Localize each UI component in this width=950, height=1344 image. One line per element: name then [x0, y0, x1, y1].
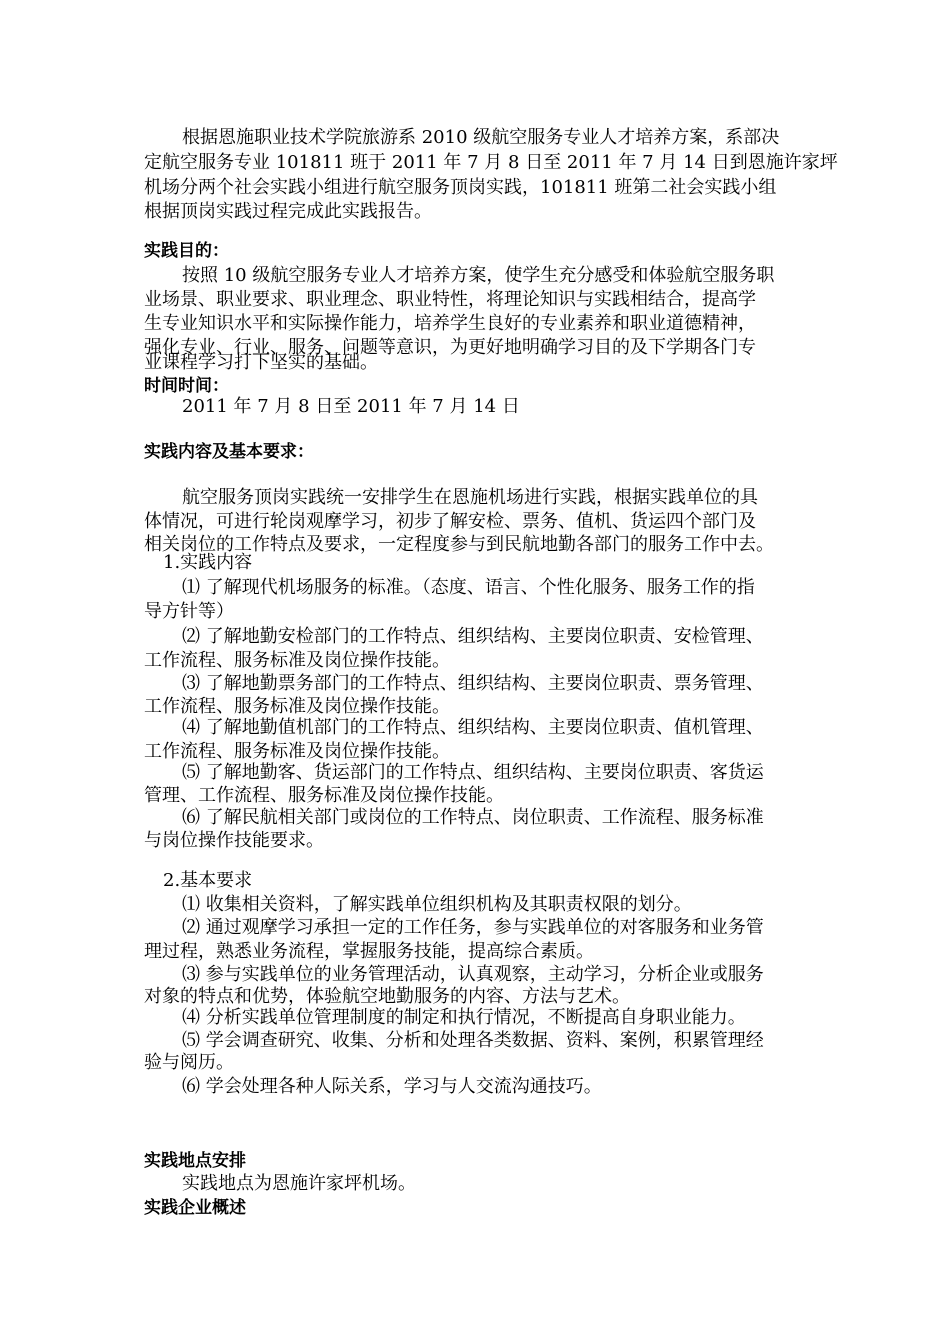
content-line: 相关岗位的工作特点及要求，一定程度参与到民航地勤各部门的服务工作中去。: [144, 534, 774, 555]
company-heading: 实践企业概述: [144, 1198, 246, 1218]
list-item: ⑸ 了解地勤客、货运部门的工作特点、组织结构、主要岗位职责、客货运: [182, 762, 764, 783]
list-item: 工作流程、服务标准及岗位操作技能。: [144, 650, 450, 671]
list-item: ⑸ 学会调查研究、收集、分析和处理各类数据、资料、案例，积累管理经: [182, 1030, 764, 1051]
purpose-line: 生专业知识水平和实际操作能力，培养学生良好的专业素养和职业道德精神，: [144, 313, 756, 334]
intro-line: 根据恩施职业技术学院旅游系 2010 级航空服务专业人才培养方案，系部决: [182, 127, 780, 148]
list-item: 对象的特点和优势，体验航空地勤服务的内容、方法与艺术。: [144, 986, 630, 1007]
list-item: ⑶ 了解地勤票务部门的工作特点、组织结构、主要岗位职责、票务管理、: [182, 673, 764, 694]
list-item: ⑴ 了解现代机场服务的标准。（态度、语言、个性化服务、服务工作的指: [182, 577, 755, 598]
intro-line: 机场分两个社会实践小组进行航空服务顶岗实践，101811 班第二社会实践小组: [144, 177, 777, 198]
time-heading: 时间时间：: [144, 376, 229, 396]
list-item: 理过程，熟悉业务流程，掌握服务技能，提高综合素质。: [144, 941, 594, 962]
content-line: 体情况，可进行轮岗观摩学习，初步了解安检、票务、值机、货运四个部门及: [144, 511, 756, 532]
list-item: ⑹ 了解民航相关部门或岗位的工作特点、岗位职责、工作流程、服务标准: [182, 807, 764, 828]
list-item: 工作流程、服务标准及岗位操作技能。: [144, 741, 450, 762]
intro-line: 定航空服务专业 101811 班于 2011 年 7 月 8 日至 2011 年 7 月 14 日到恩施许家坪: [144, 152, 838, 173]
location-heading: 实践地点安排: [144, 1151, 246, 1171]
subsection-title-practice-content: 1.实践内容: [163, 552, 253, 573]
list-item: ⑷ 了解地勤值机部门的工作特点、组织结构、主要岗位职责、值机管理、: [182, 717, 764, 738]
time-value: 2011 年 7 月 8 日至 2011 年 7 月 14 日: [182, 396, 520, 417]
purpose-line: 按照 10 级航空服务专业人才培养方案，使学生充分感受和体验航空服务职: [182, 265, 775, 286]
list-item: ⑵ 通过观摩学习承担一定的工作任务，参与实践单位的对客服务和业务管: [182, 917, 764, 938]
list-item: ⑷ 分析实践单位管理制度的制定和执行情况，不断提高自身职业能力。: [182, 1007, 746, 1028]
content-line: 航空服务顶岗实践统一安排学生在恩施机场进行实践，根据实践单位的具: [182, 487, 758, 508]
purpose-line: 业课程学习打下坚实的基础。: [144, 352, 378, 373]
purpose-line: 业场景、职业要求、职业理念、职业特性，将理论知识与实践相结合，提高学: [144, 289, 756, 310]
list-item: ⑵ 了解地勤安检部门的工作特点、组织结构、主要岗位职责、安检管理、: [182, 626, 764, 647]
list-item: 管理、工作流程、服务标准及岗位操作技能。: [144, 785, 504, 806]
list-item: 工作流程、服务标准及岗位操作技能。: [144, 696, 450, 717]
content-heading: 实践内容及基本要求：: [144, 442, 314, 462]
list-item: ⑹ 学会处理各种人际关系，学习与人交流沟通技巧。: [182, 1076, 602, 1097]
list-item: ⑶ 参与实践单位的业务管理活动，认真观察，主动学习，分析企业或服务: [182, 964, 764, 985]
list-item: ⑴ 收集相关资料，了解实践单位组织机构及其职责权限的划分。: [182, 894, 692, 915]
purpose-heading: 实践目的：: [144, 241, 229, 261]
location-text: 实践地点为恩施许家坪机场。: [182, 1173, 416, 1194]
list-item: 与岗位操作技能要求。: [144, 830, 324, 851]
purpose-line: 强化专业、行业、服务、问题等意识，为更好地明确学习目的及下学期各门专: [144, 337, 756, 358]
list-item: 导方针等）: [144, 601, 234, 622]
intro-line: 根据顶岗实践过程完成此实践报告。: [144, 201, 432, 222]
subsection-title-basic-requirements: 2.基本要求: [163, 870, 253, 891]
list-item: 验与阅历。: [144, 1052, 234, 1073]
